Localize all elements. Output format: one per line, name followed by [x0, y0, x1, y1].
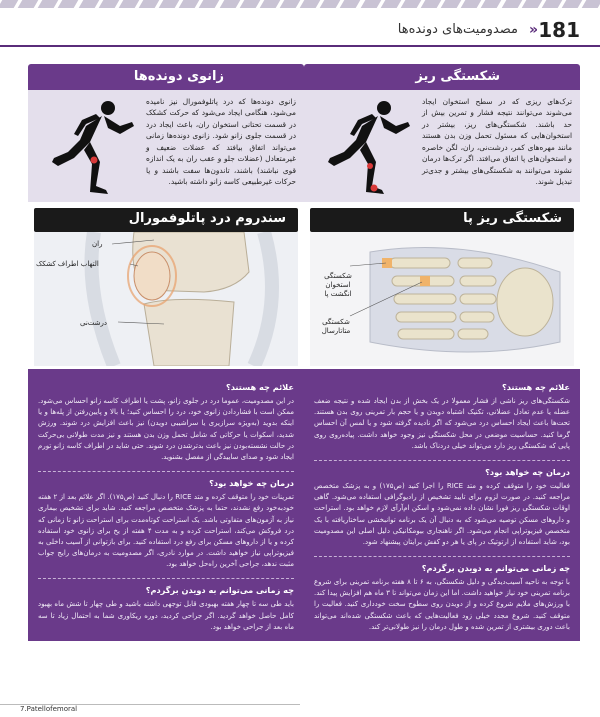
label-femur: ران: [92, 240, 103, 248]
column-title-band: [28, 64, 304, 90]
section-text: در این مصدومیت، عموما درد در جلوی زانو، پشت یا اطراف کاسه زانو احساس می‌شود. ممکن است با فشاردادن زانوی خود، درد را احساس کنید؛ یا بالا و پایین‌رفتن از پله‌ها و یا اینکه بدوید (به‌ویژه سرازیری یا سراشیبی دویدن) نیز باعث افزایش درد شوند. ورزش شدید، اسکوات یا حرکاتی که شامل تحمل وزن بدن هستند و نیز مدت طولانی بی‌حرکت در حالت نشسته‌بودن نیز باعث بدترشدن درد شوند. حتی شاید در اطراف کاسه زانو تورم ایجاد شود و صدای ساییدگی از مفصل بشنوید.: [38, 397, 294, 461]
figure-title-bar: [310, 208, 574, 232]
divider: [314, 460, 570, 461]
intro-text: زانوی دونده‌ها که درد پاتلوفمورال نیز نامیده می‌شود، هنگامی ایجاد می‌شود که حرکت کشکک در قسمت تحتانی استخوان ران، باعث ایجاد درد در قسمت جلوی زانو شود. زانوی دونده‌ها زمانی می‌تواند اتفاق بیافتد که عضلات ضعیف و غیرمتعادل (عضلات جلو و عقب ران به یک اندازه قوی نباشند) باشند، تاندون‌ها سفت باشند و یا حرکات غیرطبیعی کاسه زانو داشته باشید.: [146, 97, 296, 187]
figure-title: شکستگی ریز پا: [463, 211, 562, 226]
section-heading: چه زمانی می‌توانم به دویدن برگردم؟: [421, 563, 570, 574]
section-text: فعالیت خود را متوقف کرده و متد RICE را اجرا کنید (ص۱۷۵) و به پزشک متخصص مراجعه کنید. در صورت لزوم برای تایید تشخیص از رادیوگرافی استفاده می‌شود. گاهی اوقات شکستگی ریز فورا نشان داده نمی‌شود و اسکن ام‌آر‌آی لازم خواهد بود. استراحت و داروهای مسکن توصیه می‌شود که به دنبال آن یک برنامه توانبخشی ساختاریافته با یک متخصص فیزیوتراپی انجام می‌شود. اگر ناهنجاری بیومکانیکی دلیل اصلی این مصدومیت بود، شاید استفاده از ارتوتیک در پای یا هر دو کفش برایتان پیشنهاد شود.: [314, 481, 571, 546]
intro-text: ترک‌های ریزی که در سطح استخوان ایجاد می‌شوند می‌توانند نتیجه فشار و تمرین بیش از حد باشند. شکستگی‌های ریز، بیشتر در استخوان‌هایی که مسئول تحمل وزن بدن هستند مانند مهره‌های کمر، درشت‌نی، ران، لگن خاصره و استخوان‌های پا اتفاق می‌افتد. اگر ترک‌ها درمان نشوند می‌توانند به شکستگی‌های بیشتر و جدی‌تر تبدیل شوند.: [422, 97, 572, 187]
label-tibia: درشت‌نی: [80, 319, 108, 327]
article-body: [304, 372, 580, 641]
section-heading: علائم چه هستند؟: [501, 382, 570, 392]
section-text: با توجه به ناحیه آسیب‌دیدگی و دلیل شکستگی، به ۶ تا ۸ هفته برنامه تمرینی برای شروع برنامه تمرینی خود نیاز خواهید داشت. اما این زمان می‌تواند تا ۳ ماه هم افزایش پیدا کند. با ورزش‌های ملایم شروع کرده و از دویدن روی سطوح سخت خودداری کنید. فعالیت را متوقف کنید. شروع مجدد خیلی زود فعالیت‌هایی که باعث شکستگی شده‌اند می‌تواند باعث دوری بیشتری از تمرین شده و طول درمان را نیز طولانی‌تر کند.: [314, 578, 571, 631]
article-body: [28, 372, 304, 641]
divider: [38, 578, 294, 579]
figure-panel: [304, 202, 580, 372]
column-title-band: [304, 64, 580, 90]
column-title: شکستگی ریز: [415, 69, 500, 84]
label-patellar-inflammation: التهاب اطراف کشکک: [36, 260, 99, 268]
runners-knee-column: [28, 64, 304, 694]
footer-credit: 7.Patellofemoral: [20, 705, 78, 713]
label-toe-fracture: شکستگی استخوان انگشت پا: [324, 272, 352, 299]
page-title: مصدومیت‌های دونده‌ها: [397, 22, 518, 37]
divider: [314, 556, 570, 557]
section-text: تمرینات خود را متوقف کرده و متد RICE را دنبال کنید (ص۱۷۵). اگر علائم بعد از ۲ هفته خودبه‌خود رفع نشدند، حتما به پزشک متخصص مراجعه کنید. شاید برای تشخیص بیماری نیاز به آزمون‌های متفاوتی باشد. یک استراحت کوتاه‌مدت برای استراحت زانو تا زمانی که درد فروکش می‌کند، استراحت کرده و به مدت ۴ هفته از یخ برای زانوی خود استفاده کرده و یا از داروهای مسکن برای رفع درد استفاده کنید. برای بازتوانی از آسیب داخلی به فیزیوتراپی نیاز خواهید داشت. در موارد نادری، اگر مصدومیت به درمان‌های رایج جواب مثبت ندهد، جراحی آخرین راه‌حل خواهد بود.: [38, 493, 294, 569]
section-heading: چه زمانی می‌توانم به دویدن برگردم؟: [145, 585, 294, 596]
figure-title-bar: [34, 208, 298, 232]
page-number: 181: [538, 18, 580, 42]
section-heading: علائم چه هستند؟: [225, 382, 294, 392]
section-text: باید طی سه تا چهار هفته بهبودی قابل توجهی داشته باشید و طی چهار تا شش ماه بهبود کامل حاصل خواهد گردید. اگر جراحی کردید، دوره ریکاوری شما به احتمال زیاد تا سه ماه بعد از جراحی خواهد بود.: [38, 600, 294, 631]
page-header: [0, 14, 600, 48]
knee-illustration: [34, 232, 298, 366]
double-chevron-icon: »: [528, 22, 538, 38]
section-text: شکستگی‌های ریز ناشی از فشار معمولا در یک بخش از بدن ایجاد شده و نتیجه ضعف عضله یا عدم تعادل عضلانی، تکنیک اشتباه دویدن و یا حجم بار تمرینی روی بدن هستند. تحت‌ها باعث ایجاد احساس درد می‌شود که اگر نادیده گرفته شود و یا لمس آن احساس گرما کنید. حساسیت موضعی در محل شکستگی نیز وجود خواهد داشت. پیاده‌روی روی پایی که شکستگی ریز دارد می‌تواند خیلی دردناک باشد.: [314, 397, 570, 450]
figure-title: سندروم درد پاتلوفمورال: [128, 211, 286, 226]
intro-box: [304, 90, 580, 202]
column-title: زانوی دونده‌ها: [133, 69, 224, 84]
top-decoration: [0, 0, 600, 8]
runner-illustration: [310, 96, 418, 196]
section-heading: درمان چه خواهد بود؟: [485, 466, 570, 477]
section-heading: درمان چه خواهد بود؟: [209, 478, 294, 489]
runner-illustration: [34, 96, 142, 196]
figure-panel: [28, 202, 304, 372]
divider: [38, 471, 294, 472]
stress-fracture-column: [304, 64, 580, 694]
header-divider: [0, 45, 600, 47]
intro-box: [28, 90, 304, 202]
label-metatarsal-fracture: شکستگی متاتارسال: [321, 318, 351, 336]
